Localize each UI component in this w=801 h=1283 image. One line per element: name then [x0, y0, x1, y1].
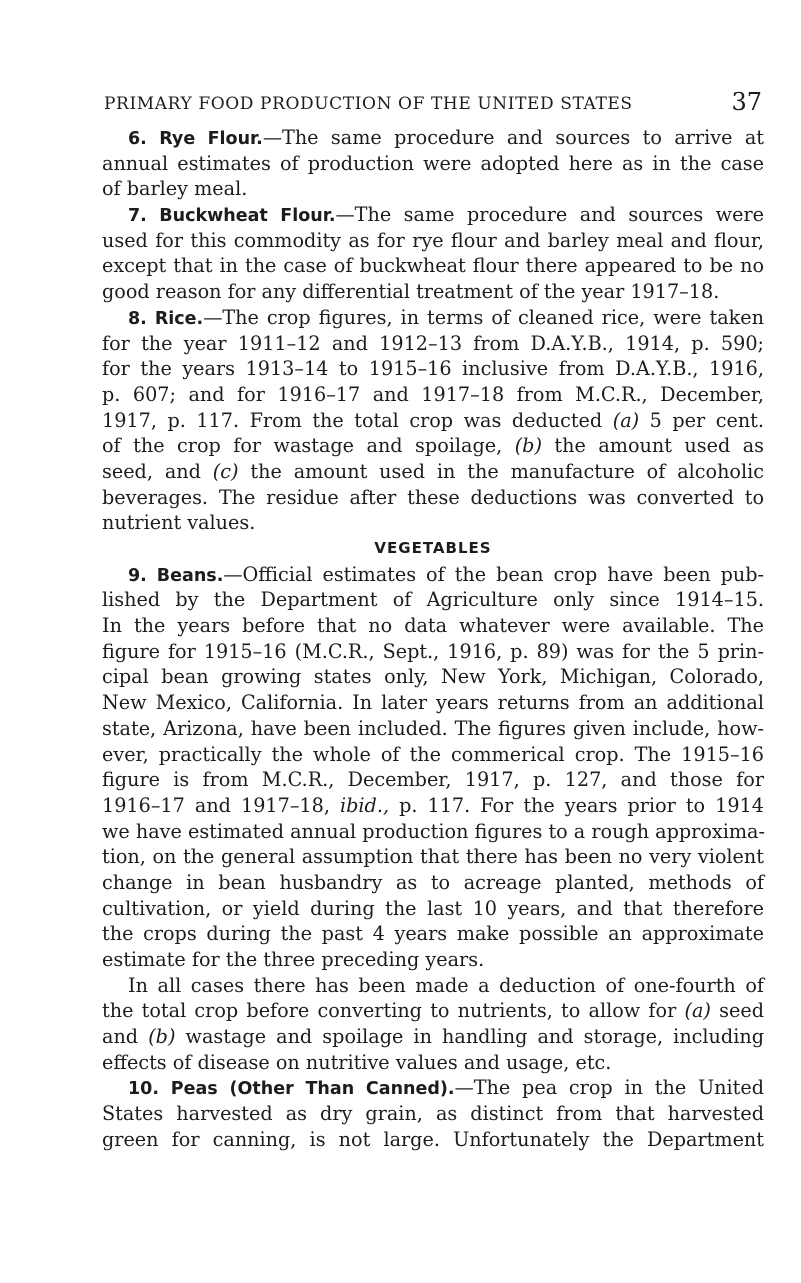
section-heading-vegetables: VEGETABLES	[374, 539, 492, 557]
text-line: 1917, p. 117. From the total crop was deducted (a) 5 per cent.	[102, 408, 764, 432]
paragraph-beans-deduction: In all cases there has been made a deduction of one-fourth of	[128, 973, 764, 997]
text-line: figure for 1915–16 (M.C.R., Sept., 1916, p. 89) was for the 5 prin-	[102, 639, 764, 663]
text-line: for the year 1911–12 and 1912–13 from D.A.Y.B., 1914, p. 590;	[102, 331, 764, 355]
paragraph-rice: 8. Rice.—The crop figures, in terms of cleaned rice, were taken	[128, 305, 764, 329]
text-line: In the years before that no data whatever were available. The	[102, 614, 764, 638]
section-lead: 6. Rye Flour.	[128, 129, 263, 149]
text-line: the crops during the past 4 years make possible an approximate	[102, 922, 764, 946]
text-line: we have estimated annual production figures to a rough approxima-	[102, 819, 765, 843]
running-head-title: PRIMARY FOOD PRODUCTION OF THE UNITED STATES	[104, 94, 633, 114]
text-line: estimate for the three preceding years.	[102, 948, 485, 971]
paragraph-beans: 9. Beans.—Official estimates of the bean crop have been pub-	[128, 562, 764, 586]
text-line: effects of disease on nutritive values and usage, etc.	[102, 1050, 612, 1074]
text-line: ever, practically the whole of the commerical crop. The 1915–16	[102, 742, 764, 766]
body-text	[102, 125, 764, 1153]
paragraph-peas: 10. Peas (Other Than Canned).—The pea crop in the United	[128, 1076, 764, 1100]
text-line: cultivation, or yield during the last 10 years, and that therefore	[102, 896, 764, 920]
text-line: state, Arizona, have been included. The figures given include, how-	[102, 716, 764, 740]
paragraph-buckwheat-flour: 7. Buckwheat Flour.—The same procedure and sources were	[128, 203, 764, 227]
text-line: and (b) wastage and spoilage in handling and storage, including	[102, 1025, 764, 1049]
text-line: of the crop for wastage and spoilage, (b) the amount used as	[102, 434, 765, 458]
text-line: 1916–17 and 1917–18, ibid., p. 117. For the years prior to 1914	[102, 793, 764, 817]
paragraph-rye-flour: 6. Rye Flour.—The same procedure and sources to arrive at	[128, 126, 764, 149]
text-line: figure is from M.C.R., December, 1917, p. 127, and those for	[102, 768, 764, 792]
page-number: 37	[731, 88, 762, 116]
text-line: tion, on the general assumption that there has been no very violent	[102, 845, 764, 869]
text-line: the total crop before converting to nutrients, to allow for (a) seed	[102, 999, 764, 1023]
text-line: p. 607; and for 1916–17 and 1917–18 from M.C.R., December,	[102, 382, 764, 406]
section-lead: 10. Peas (Other Than Canned).	[128, 1079, 455, 1100]
text-line: States harvested as dry grain, as distinct from that harvested	[102, 1102, 764, 1126]
section-lead: 9. Beans.	[128, 565, 224, 586]
text-line: good reason for any differential treatment of the year 1917–18.	[102, 280, 720, 304]
text-line: seed, and (c) the amount used in the manufacture of alcoholic	[102, 459, 765, 483]
text-line: cipal bean growing states only, New York, Michigan, Colorado,	[102, 665, 764, 689]
text-line: green for canning, is not large. Unfortunately the Department	[102, 1127, 764, 1151]
text-line: except that in the case of buckwheat flour there appeared to be no	[102, 254, 764, 278]
text-line: of barley meal.	[102, 177, 248, 201]
text-line: lished by the Department of Agriculture only since 1914–15.	[102, 588, 764, 612]
text-line: used for this commodity as for rye flour and barley meal and flour,	[102, 228, 764, 252]
text-line: annual estimates of production were adopted here as in the case	[102, 151, 764, 175]
text-line: change in bean husbandry as to acreage planted, methods of	[102, 870, 764, 894]
text-line: New Mexico, California. In later years returns from an additional	[102, 691, 764, 715]
text-line: nutrient values.	[102, 511, 256, 535]
section-lead: 7. Buckwheat Flour.	[128, 206, 336, 227]
text-line: beverages. The residue after these deductions was converted to	[102, 485, 764, 509]
section-lead: 8. Rice.	[128, 308, 204, 329]
text-line: for the years 1913–14 to 1915–16 inclusive from D.A.Y.B., 1916,	[102, 357, 764, 381]
